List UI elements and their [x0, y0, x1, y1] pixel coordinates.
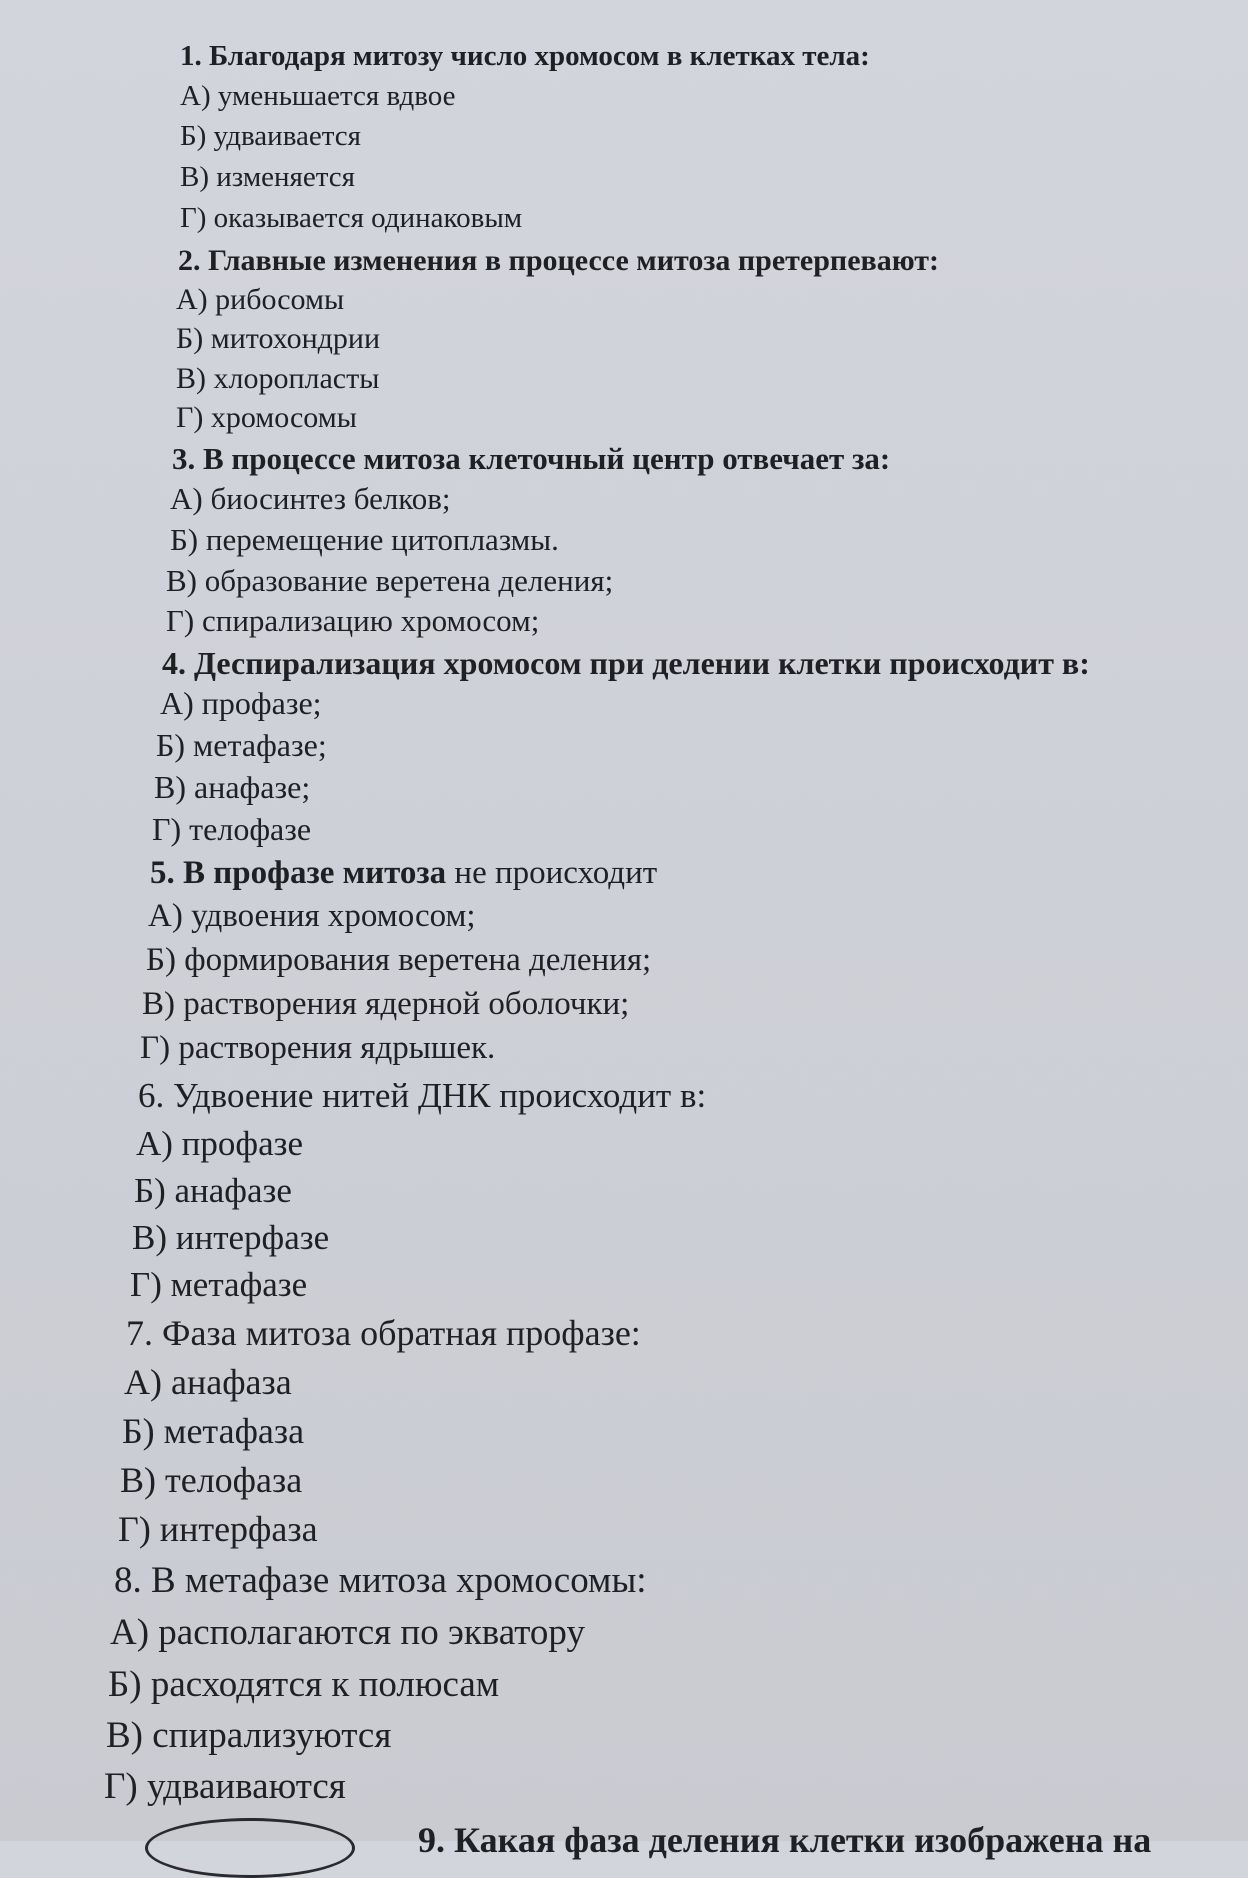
question-4-option-d: Г) телофазе [152, 811, 312, 847]
question-6-option-c: В) интерфазе [132, 1218, 330, 1257]
question-8-option-a: А) располагаются по экватору [110, 1612, 585, 1653]
question-2-option-d: Г) хромосомы [176, 401, 357, 434]
question-5-option-c: В) растворения ядерной оболочки; [142, 986, 630, 1022]
question-5-title [150, 857, 657, 890]
question-2-option-b: Б) митохондрии [176, 322, 381, 355]
question-4-option-b: Б) метафазе; [156, 727, 327, 763]
cell-drawing-outline [145, 1818, 355, 1878]
question-2-option-c: В) хлоропласты [176, 362, 380, 395]
question-2-title: 2. Главные изменения в процессе митоза претерпевают: [178, 244, 939, 277]
question-8-title: 8. В метафазе митоза хромосомы: [114, 1560, 647, 1601]
question-3-option-b: Б) перемещение цитоплазмы. [170, 522, 559, 557]
question-1-option-b: Б) удваивается [180, 120, 361, 152]
question-2-option-a: А) рибосомы [176, 283, 345, 316]
question-1-option-d: Г) оказывается одинаковым [180, 202, 523, 234]
question-7-option-d: Г) интерфаза [118, 1509, 318, 1549]
question-8-option-d: Г) удваиваются [104, 1766, 346, 1807]
question-8-option-b: Б) расходятся к полюсам [108, 1664, 500, 1705]
question-7-option-c: В) телофаза [120, 1460, 303, 1500]
question-5-title-bold: 5. В профазе митоза [150, 855, 447, 891]
question-4-title: 4. Деспирализация хромосом при делении клетки происходит в: [162, 645, 1090, 681]
question-3-option-a: А) биосинтез белков; [170, 481, 451, 516]
question-6-option-b: Б) анафазе [134, 1171, 292, 1210]
question-3-option-c: В) образование веретена деления; [166, 563, 614, 598]
question-7-title: 7. Фаза митоза обратная профазе: [126, 1313, 641, 1353]
question-5-title-rest: не происходит [446, 855, 658, 891]
question-3-title: 3. В процессе митоза клеточный центр отвечает за: [172, 441, 891, 476]
question-7-option-b: Б) метафаза [122, 1411, 305, 1451]
question-5-option-d: Г) растворения ядрышек. [140, 1030, 496, 1066]
question-9-title-cutoff: 9. Какая фаза деления клетки изображена на [418, 1820, 1152, 1860]
question-4-option-c: В) анафазе; [154, 769, 311, 805]
question-1-option-a: А) уменьшается вдвое [180, 80, 456, 112]
question-1-title: 1. Благодаря митозу число хромосом в клетках тела: [180, 40, 870, 72]
question-3-option-d: Г) спирализацию хромосом; [166, 603, 540, 638]
question-6-title: 6. Удвоение нитей ДНК происходит в: [138, 1076, 707, 1115]
question-6-option-a: А) профазе [136, 1124, 303, 1163]
question-5-option-b: Б) формирования веретена деления; [146, 942, 652, 978]
question-6-option-d: Г) метафазе [130, 1265, 308, 1304]
question-5-option-a: А) удвоения хромосом; [148, 898, 476, 934]
question-1-option-c: В) изменяется [180, 161, 356, 193]
question-8-option-c: В) спирализуются [106, 1715, 392, 1756]
question-7-option-a: А) анафаза [124, 1362, 292, 1402]
question-4-option-a: А) профазе; [160, 685, 322, 721]
